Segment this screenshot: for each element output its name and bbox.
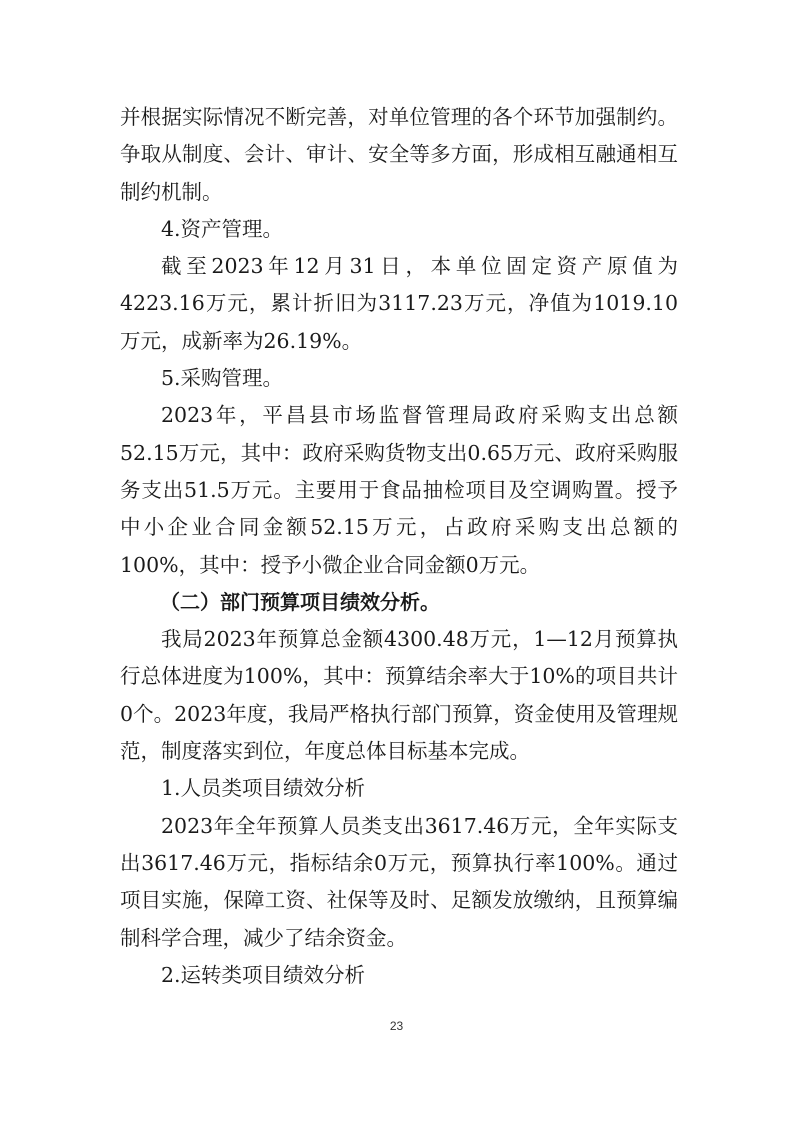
page-number: 23 bbox=[389, 1019, 404, 1033]
subheading-personnel-projects: 1.人员类项目绩效分析 bbox=[161, 776, 366, 801]
subheading-asset-management: 4.资产管理。 bbox=[161, 216, 284, 241]
body-text bbox=[120, 99, 678, 994]
paragraph-personnel-details: 2023年全年预算人员类支出3617.46万元，全年实际支出3617.46万元，指标结余0万元，预算执行率100%。通过项目实施，保障工资、社保等及时、足额发放缴纳，且预算编制科学合理，减少了结余资金。 bbox=[120, 813, 678, 950]
subheading-procurement-management: 5.采购管理。 bbox=[161, 366, 284, 391]
paragraph-procurement-details: 2023年，平昌县市场监督管理局政府采购支出总额52.15万元，其中：政府采购货物支出0.65万元、政府采购服务支出51.5万元。主要用于食品抽检项目及空调购置。授予中小企业合同金额52.15万元，占政府采购支出总额的100%，其中：授予小微企业合同金额0万元。 bbox=[120, 403, 678, 577]
section-heading-project-performance: （二）部门预算项目绩效分析。 bbox=[160, 589, 440, 614]
paragraph-budget-overview: 我局2023年预算总金额4300.48万元，1—12月预算执行总体进度为100%，其中：预算结余率大于10%的项目共计0个。2023年度，我局严格执行部门预算，资金使用及管理规范，制度落实到位，年度总体目标基本完成。 bbox=[120, 627, 678, 764]
subheading-operations-projects: 2.运转类项目绩效分析 bbox=[161, 962, 366, 987]
paragraph-asset-details: 截至2023年12月31日，本单位固定资产原值为4223.16万元，累计折旧为3117.23万元，净值为1019.10万元，成新率为26.19%。 bbox=[120, 254, 678, 353]
paragraph-continuation: 并根据实际情况不断完善，对单位管理的各个环节加强制约。争取从制度、会计、审计、安全等多方面，形成相互融通相互制约机制。 bbox=[120, 105, 678, 204]
